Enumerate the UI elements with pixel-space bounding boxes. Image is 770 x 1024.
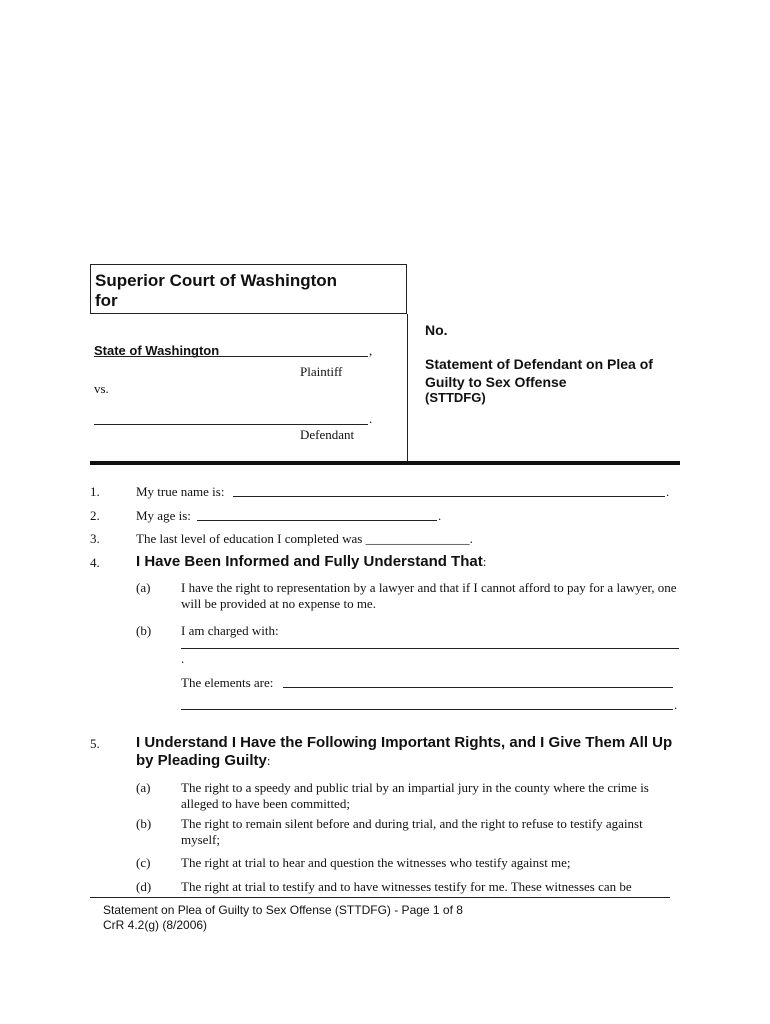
item-5d-label: (d) xyxy=(136,879,152,894)
versus-label: vs. xyxy=(94,381,109,396)
item-1-end: . xyxy=(666,484,670,499)
court-name xyxy=(95,271,337,311)
court-name-line1: Superior Court of Washington xyxy=(95,271,338,290)
document-code: (STTDFG) xyxy=(425,390,486,405)
footer-line1: Statement on Plea of Guilty to Sex Offense (STTDFG) - Page 1 of 8 xyxy=(103,903,463,917)
caption-divider xyxy=(407,314,408,462)
footer-line2: CrR 4.2(g) (8/2006) xyxy=(103,918,208,932)
elements-label: The elements are: xyxy=(181,675,274,690)
item-5a-label: (a) xyxy=(136,780,151,795)
page-footer xyxy=(103,903,463,933)
footer-rule xyxy=(90,897,670,898)
plaintiff-underline xyxy=(94,356,368,357)
item-2-end: . xyxy=(438,508,442,523)
court-name-line2: for xyxy=(95,291,118,310)
item-2-number: 2. xyxy=(90,508,100,523)
defendant-name-line xyxy=(94,424,368,425)
document-title-line2: Guilty to Sex Offense xyxy=(425,374,567,390)
elements-end: . xyxy=(674,697,678,712)
true-name-field[interactable] xyxy=(233,496,665,497)
item-5c-text: The right at trial to hear and question the witnesses who testify against me; xyxy=(181,855,571,870)
item-5b-text: The right to remain silent before and during trial, and the right to refuse to testify against myself; xyxy=(181,816,643,847)
document-title xyxy=(425,355,653,391)
item-5a-text: The right to a speedy and public trial by an impartial jury in the county where the crime is alleged to have been committed; xyxy=(181,780,649,811)
item-4a-text: I have the right to representation by a lawyer and that if I cannot afford to pay for a lawyer, one will be provided at no expense to me. xyxy=(181,580,677,611)
item-4b-label: (b) xyxy=(136,623,152,638)
elements-field-line2[interactable] xyxy=(181,709,673,710)
document-title-line1: Statement of Defendant on Plea of xyxy=(425,356,653,372)
defendant-period: . xyxy=(369,411,373,426)
item-4-heading-text: I Have Been Informed and Fully Understand That xyxy=(136,553,483,570)
item-4-number: 4. xyxy=(90,555,100,570)
item-4-heading xyxy=(136,553,486,571)
item-1-text: My true name is: xyxy=(136,484,225,499)
plaintiff-label: Plaintiff xyxy=(300,364,343,379)
plaintiff-name: State of Washington xyxy=(94,343,220,358)
item-5d-text: The right at trial to testify and to have witnesses testify for me. These witnesses can be xyxy=(181,879,632,894)
item-4b-text: I am charged with: xyxy=(181,623,279,638)
item-4b-dot: . xyxy=(181,651,185,666)
item-4-heading-colon: : xyxy=(482,554,487,569)
item-5-heading xyxy=(136,734,681,770)
charge-field[interactable] xyxy=(181,648,679,649)
item-3-number: 3. xyxy=(90,531,100,546)
item-5-heading-colon: : xyxy=(266,753,271,768)
item-4a-label: (a) xyxy=(136,580,151,595)
elements-field-line1[interactable] xyxy=(283,687,673,688)
item-5-number: 5. xyxy=(90,736,100,751)
age-field[interactable] xyxy=(197,520,437,521)
caption-separator xyxy=(90,461,680,465)
item-5c-label: (c) xyxy=(136,855,151,870)
defendant-label: Defendant xyxy=(300,427,355,442)
item-1-number: 1. xyxy=(90,484,100,499)
plaintiff-comma: , xyxy=(369,343,373,358)
item-5b-label: (b) xyxy=(136,816,152,831)
item-3-text: The last level of education I completed was ________________. xyxy=(136,531,473,546)
item-5-heading-text: I Understand I Have the Following Important Rights, and I Give Them All Up by Pleading Guilty xyxy=(136,734,673,769)
item-2-text: My age is: xyxy=(136,508,191,523)
case-number-label: No. xyxy=(425,322,448,338)
